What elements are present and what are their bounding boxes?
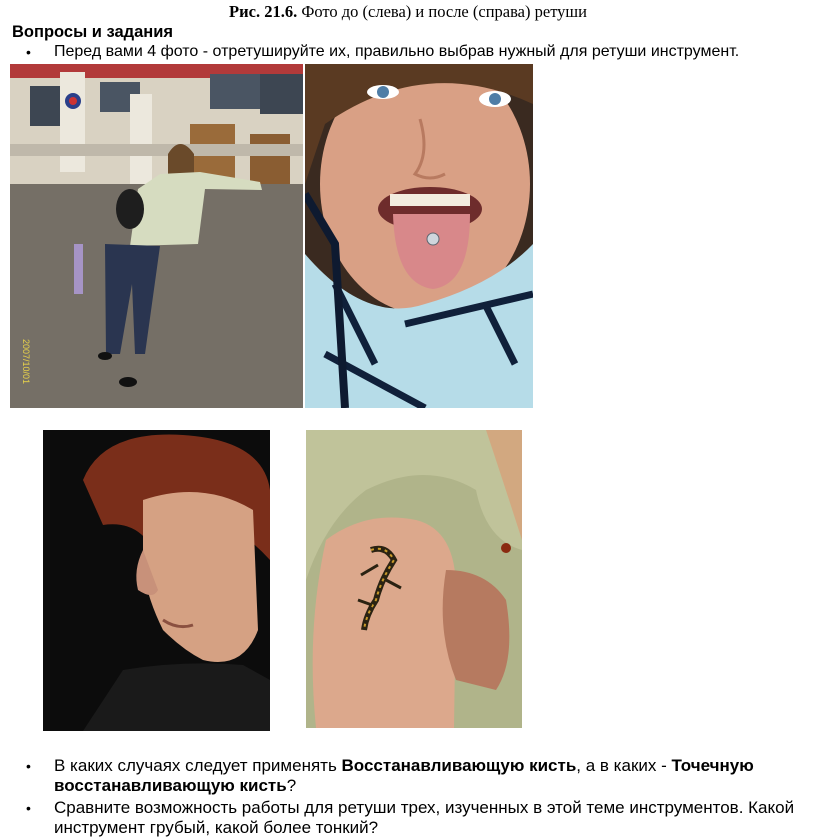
questions-list — [12, 756, 812, 840]
photo-tongue-piercing — [305, 64, 533, 408]
question-1-bold-2: Точечную восстанавливающую кисть — [54, 756, 754, 795]
question-1-mid: , а в каких - — [576, 756, 672, 775]
figure-caption — [0, 2, 816, 22]
figure-caption-text: Фото до (слева) и после (справа) ретуши — [301, 2, 587, 21]
photo-girl-street — [10, 64, 303, 408]
question-1-post: ? — [286, 776, 297, 795]
question-item — [12, 798, 812, 838]
section-title: Вопросы и задания — [12, 23, 174, 41]
question-item — [12, 756, 812, 796]
photo-date-stamp: 2007/10/01 — [21, 339, 31, 385]
bullet-icon: • — [26, 800, 31, 816]
figure-label: Рис. 21.6. — [229, 2, 298, 21]
question-2-text: Сравните возможность работы для ретуши трех, изученных в этой теме инструментов. Какой инструмент грубый, какой более тонкий? — [54, 798, 795, 837]
task-bullet — [12, 42, 812, 62]
bullet-icon: • — [26, 758, 31, 774]
question-1-bold-1: Восстанавливающую кисть — [341, 756, 577, 775]
task-bullet-text: Перед вами 4 фото - отретушируйте их, правильно выбрав нужный для ретуши инструмент. — [54, 43, 740, 60]
question-1-pre: В каких случаях следует применять — [54, 756, 342, 775]
photo-man-profile — [43, 430, 270, 731]
bullet-icon: • — [26, 44, 31, 60]
photo-arm-tattoo — [306, 430, 522, 728]
